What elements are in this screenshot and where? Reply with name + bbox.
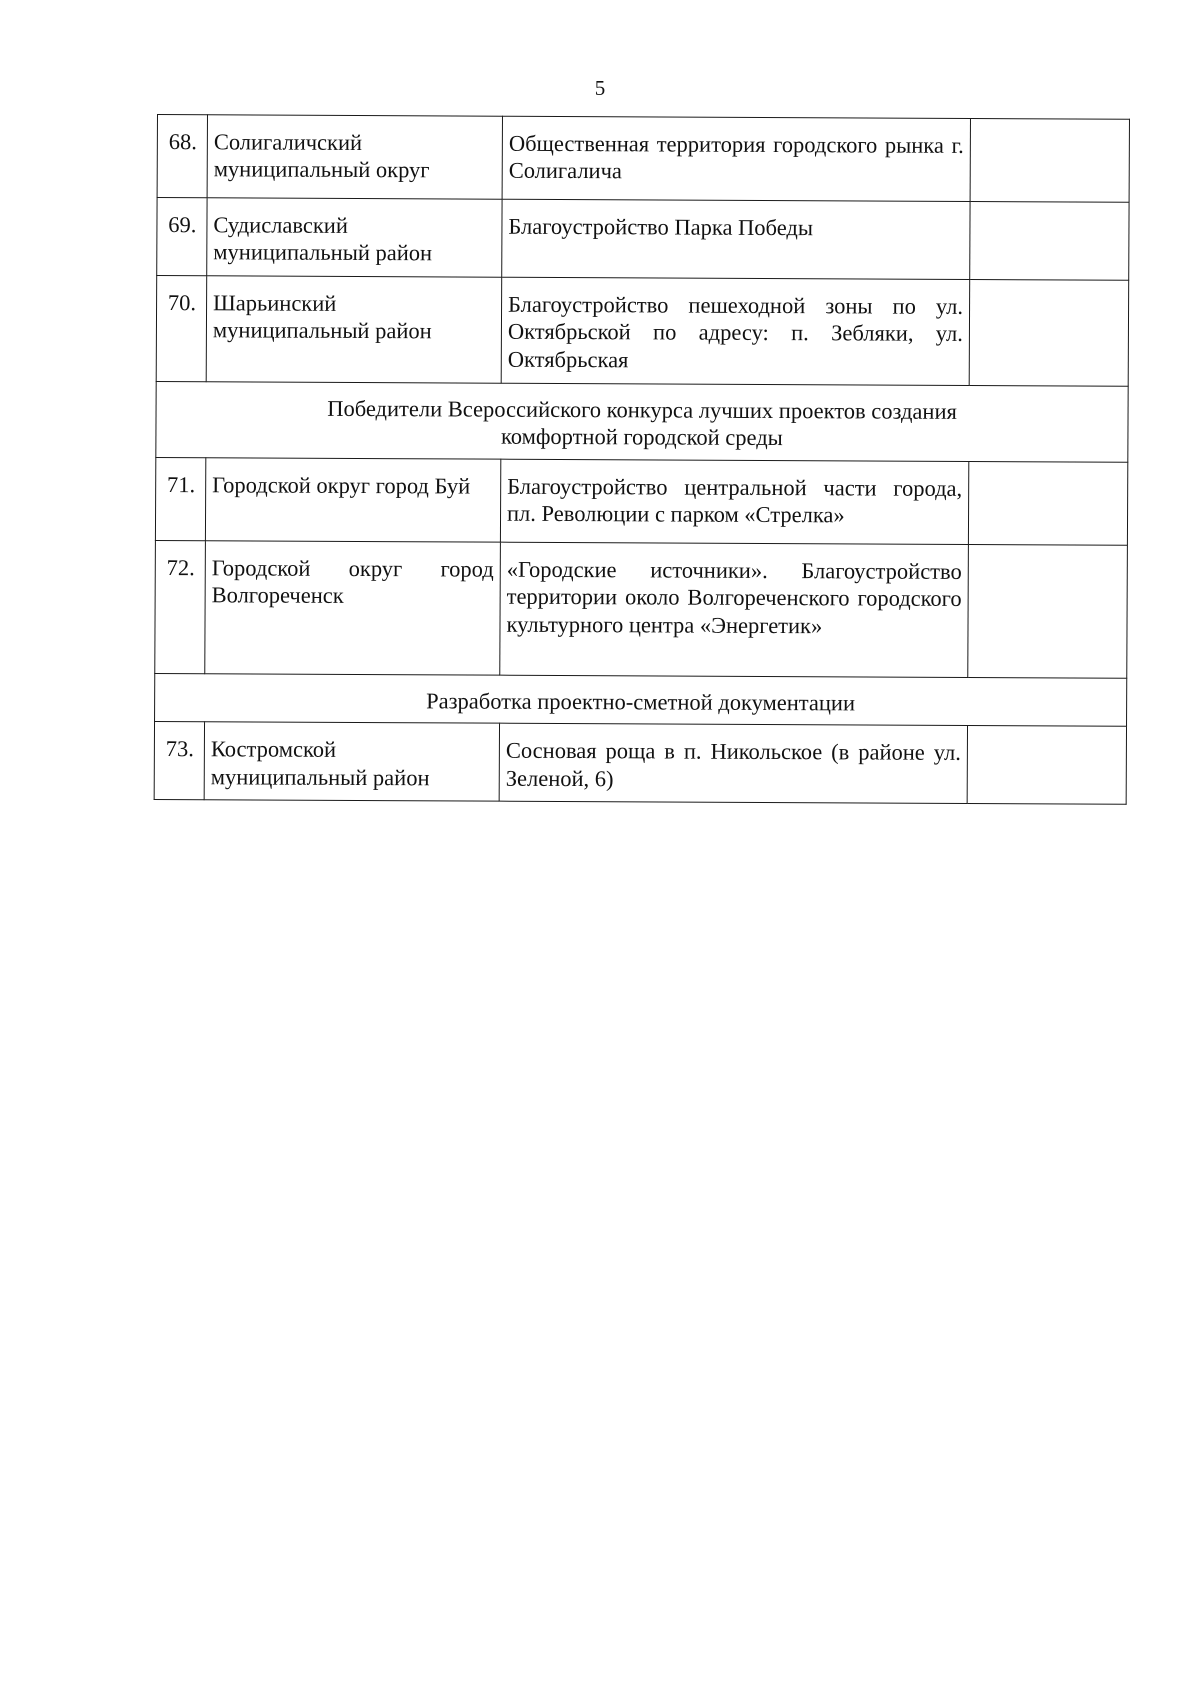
project-cell: Сосновая роща в п. Никольское (в районе ул. Зеленой, 6) <box>499 723 967 803</box>
section-title-line: комфортной городской среды <box>500 424 783 451</box>
empty-cell <box>967 726 1126 805</box>
empty-cell <box>970 118 1129 202</box>
row-number: 68. <box>157 115 207 198</box>
row-number: 70. <box>156 276 207 382</box>
section-title-line: Победители Всероссийского конкурса лучших проектов создания <box>327 395 957 424</box>
project-cell: Благоустройство центральной части города, пл. Революции с парком «Стрелка» <box>500 459 968 544</box>
municipality-cell: Судиславский муниципальный район <box>207 198 502 277</box>
section-title-line: Разработка проектно-сметной документации <box>426 688 856 716</box>
table-row <box>155 457 1127 545</box>
row-number: 72. <box>155 540 206 673</box>
table-row <box>157 198 1129 281</box>
empty-cell <box>969 279 1129 386</box>
section-header <box>156 381 1128 462</box>
page-number: 5 <box>594 76 606 100</box>
project-cell: Благоустройство пешеходной зоны по ул. Октябрьской по адресу: п. Зебляки, ул. Октябрьская <box>501 277 970 385</box>
row-number: 73. <box>154 722 204 800</box>
empty-cell <box>968 461 1127 545</box>
empty-cell <box>968 544 1128 678</box>
row-number: 69. <box>157 198 207 276</box>
municipality-cell: Городской округ город Буй <box>205 458 500 542</box>
project-cell: Благоустройство Парка Победы <box>502 199 970 279</box>
section-header-row <box>156 381 1128 462</box>
municipality-cell: Городской округ город Волгореченск <box>205 541 501 675</box>
project-cell: Общественная территория городского рынка г. Солигалича <box>502 116 970 201</box>
project-cell: «Городские источники». Благоустройство территории около Волгореченского городского культурного центра «Энергетик» <box>500 542 969 677</box>
projects-table <box>154 114 1130 805</box>
row-number: 71. <box>155 457 205 540</box>
section-header <box>155 673 1127 726</box>
table-row <box>156 276 1129 387</box>
table-row <box>154 722 1126 805</box>
table-row <box>157 115 1129 203</box>
empty-cell <box>970 201 1129 280</box>
section-header-row <box>155 673 1127 726</box>
municipality-cell: Солигаличский муниципальный округ <box>207 115 502 199</box>
municipality-cell: Костромской муниципальный район <box>204 722 499 801</box>
municipality-cell: Шарьинский муниципальный район <box>206 276 502 383</box>
table-row <box>155 540 1128 678</box>
